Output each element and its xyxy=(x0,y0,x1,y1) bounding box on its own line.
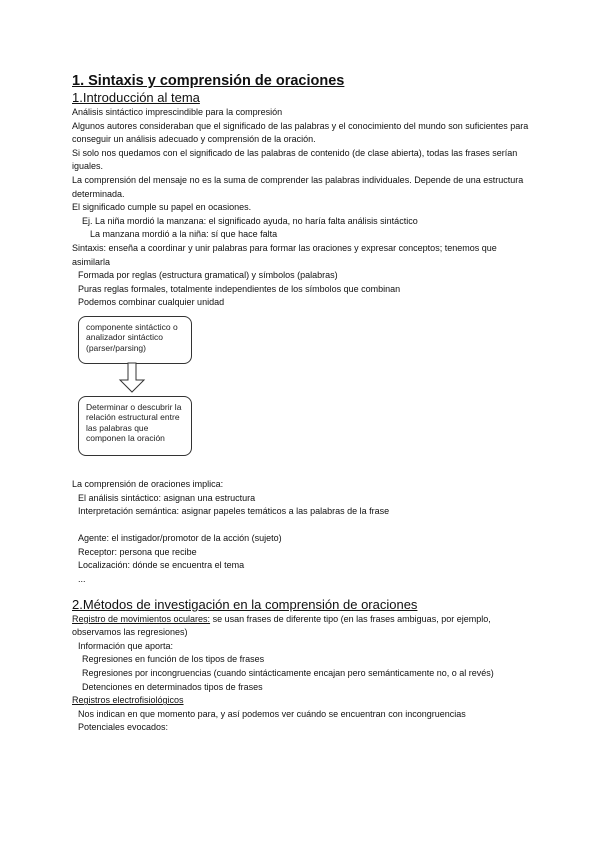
comprension-item: Interpretación semántica: asignar papeles temáticos a las palabras de la frase xyxy=(78,506,390,517)
electro-label: Registros electrofisiológicos xyxy=(72,695,184,706)
comprension-item: El análisis sintáctico: asignan una estructura xyxy=(78,492,256,503)
parser-box-text: componente sintáctico o analizador sintáctico (parser/parsing) xyxy=(86,321,178,353)
relation-box-text: Determinar o descubrir la relación estructural entre las palabras que componen la oración xyxy=(86,401,182,444)
registro-text: se usan frases de diferente tipo (en las frases ambiguas, por ejemplo, observamos las regresiones) xyxy=(72,613,491,638)
document-page xyxy=(72,72,532,735)
role-item: ... xyxy=(78,574,86,585)
electro-item: Nos indican en que momento para, y así podemos ver cuándo se encuentran con incongruencias xyxy=(78,708,466,719)
comprension-title: La comprensión de oraciones implica: xyxy=(72,478,224,489)
info-item: Regresiones en función de los tipos de frases xyxy=(82,654,265,665)
info-item: Detenciones en determinados tipos de frases xyxy=(82,681,263,692)
sintaxis-definition: Sintaxis: enseña a coordinar y unir palabras para formar las oraciones y expresar conceptos; tenemos que asimilarla xyxy=(72,242,497,267)
registro-label: Registro de movimientos oculares: xyxy=(72,613,211,624)
sintaxis-item: Formada por reglas (estructura gramatical) y símbolos (palabras) xyxy=(78,270,338,281)
intro-line: Algunos autores consideraban que el significado de las palabras y el conocimiento del mundo son suficientes para conseguir un análisis adecuado y comprensión de la oración. xyxy=(72,120,529,145)
intro-line: Análisis sintáctico imprescindible para la compresión xyxy=(72,107,283,117)
intro-line: Si solo nos quedamos con el significado de las palabras de contenido (de clase abierta), todas las frases serían iguales. xyxy=(72,147,518,172)
section1-title: 1. Sintaxis y comprensión de oraciones xyxy=(72,73,345,89)
section1-subtitle: 1.Introducción al tema xyxy=(72,90,200,105)
role-item: Agente: el instigador/promotor de la acción (sujeto) xyxy=(78,533,282,544)
example-line: Ej. La niña mordió la manzana: el significado ayuda, no haría falta análisis sintáctico xyxy=(82,215,418,226)
info-item: Regresiones por incongruencias (cuando sintácticamente encajan pero semánticamente no, o al revés) xyxy=(82,668,494,679)
sintaxis-item: Podemos combinar cualquier unidad xyxy=(78,297,225,308)
section2-subtitle: 2.Métodos de investigación en la comprensión de oraciones xyxy=(72,596,418,612)
intro-line: La comprensión del mensaje no es la suma de comprender las palabras individuales. Depende de una estructura determinada. xyxy=(72,174,524,199)
example-line: La manzana mordió a la niña: sí que hace falta xyxy=(90,229,278,240)
registro-paragraph xyxy=(72,613,532,640)
role-item: Receptor: persona que recibe xyxy=(78,546,197,557)
electro-item: Potenciales evocados: xyxy=(78,722,169,733)
info-title: Información que aporta: xyxy=(78,640,174,651)
sintaxis-item: Puras reglas formales, totalmente independientes de los símbolos que combinan xyxy=(78,283,401,294)
intro-line: El significado cumple su papel en ocasiones. xyxy=(72,202,252,213)
parser-diagram xyxy=(72,312,532,472)
role-item: Localización: dónde se encuentra el tema xyxy=(78,560,245,571)
